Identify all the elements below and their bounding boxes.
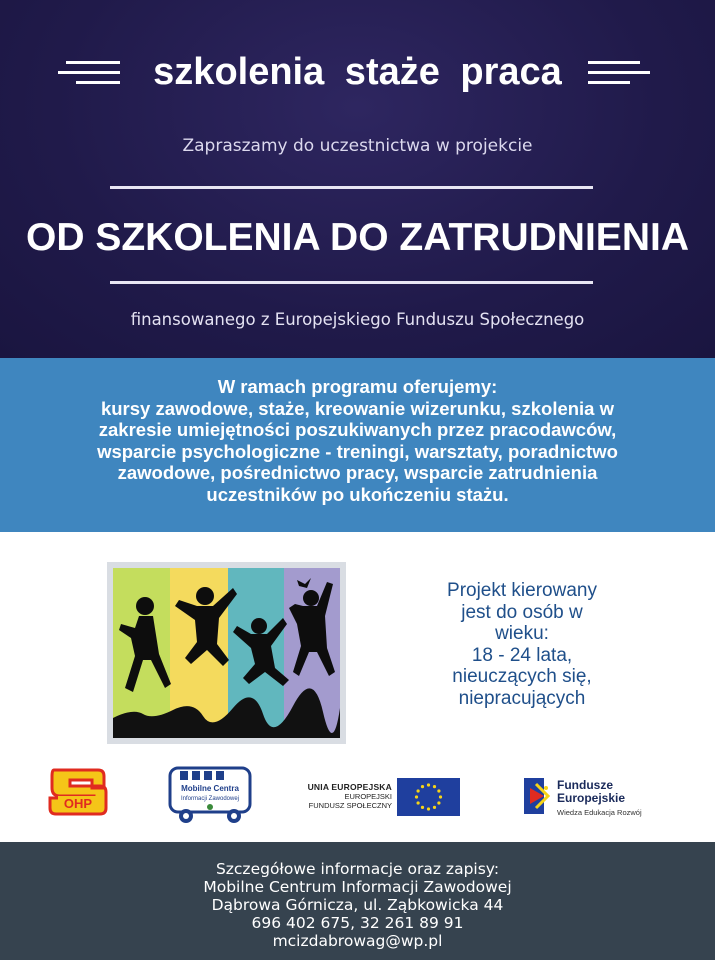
tagline: szkolenia staże praca — [153, 51, 562, 93]
invite-text: Zapraszamy do uczestnictwa w projekcie — [182, 136, 533, 156]
eu-flag-icon — [397, 778, 460, 816]
tagline-decoration-right — [588, 81, 630, 84]
bus-logo-text-bottom: Informacji Zawodowej — [180, 796, 240, 802]
jumping-people-image — [107, 562, 346, 744]
eu-logo-line: EUROPEJSKI — [344, 792, 392, 801]
offer-line: uczestników po ukończeniu stażu. — [206, 483, 509, 505]
offer-line: W ramach programu oferujemy: — [217, 376, 498, 397]
offer-line: zakresie umiejętności poszukiwanych przez pracodawców, — [98, 419, 617, 440]
ohp-logo — [48, 766, 110, 818]
ohp-logo-text: OHP — [63, 796, 93, 811]
european-funds-text — [557, 779, 642, 817]
mobile-career-centre-bus-logo — [166, 764, 256, 826]
european-funds-line: Fundusze — [557, 778, 613, 792]
contact-phone[interactable]: 696 402 675, 32 261 89 91 — [251, 914, 464, 932]
offer-text — [40, 376, 675, 505]
european-funds-icon — [522, 774, 554, 818]
european-funds-subtitle: Wiedza Edukacja Rozwój — [557, 808, 642, 817]
eu-logo-title: UNIA EUROPEJSKA — [307, 782, 392, 792]
silhouettes-illustration — [113, 568, 340, 738]
target-line: 18 - 24 lata, — [471, 644, 573, 666]
target-line: niepracujących — [458, 687, 586, 709]
offer-panel — [0, 358, 715, 532]
funding-text: finansowanego z Europejskiego Funduszu Społecznego — [130, 310, 585, 329]
project-title: OD SZKOLENIA DO ZATRUDNIENIA — [26, 216, 689, 259]
european-funds-line: Europejskie — [557, 791, 626, 805]
offer-line: kursy zawodowe, staże, kreowanie wizerunku, szkolenia w — [100, 397, 615, 419]
divider-top — [110, 186, 593, 189]
eu-logo-text — [296, 782, 392, 810]
target-line: Projekt kierowany — [447, 580, 597, 601]
divider-bottom — [110, 281, 593, 284]
target-line: nieuczących się, — [452, 666, 592, 687]
header-panel — [0, 0, 715, 358]
contact-address-name: Mobilne Centrum Informacji Zawodowej — [203, 878, 512, 896]
contact-footer — [0, 842, 715, 960]
target-line: wieku: — [495, 623, 549, 644]
contact-line: Szczegółowe informacje oraz zapisy: — [215, 860, 500, 878]
offer-line: wsparcie psychologiczne - treningi, warsztaty, poradnictwo — [97, 440, 618, 462]
target-line: jest do osób w — [461, 601, 583, 623]
contact-details — [0, 860, 715, 950]
offer-line: zawodowe, pośrednictwo pracy, wsparcie zatrudnienia — [117, 462, 598, 483]
tagline-decoration-right — [588, 61, 640, 64]
tagline-decoration-right — [588, 71, 650, 74]
contact-email[interactable]: mcizdabrowag@wp.pl — [272, 932, 443, 950]
target-group-text — [430, 580, 614, 709]
bus-logo-text-top: Mobilne Centra — [181, 784, 239, 793]
contact-address: Dąbrowa Górnicza, ul. Ząbkowicka 44 — [211, 896, 504, 914]
eu-logo-line: FUNDUSZ SPOŁECZNY — [308, 801, 392, 810]
